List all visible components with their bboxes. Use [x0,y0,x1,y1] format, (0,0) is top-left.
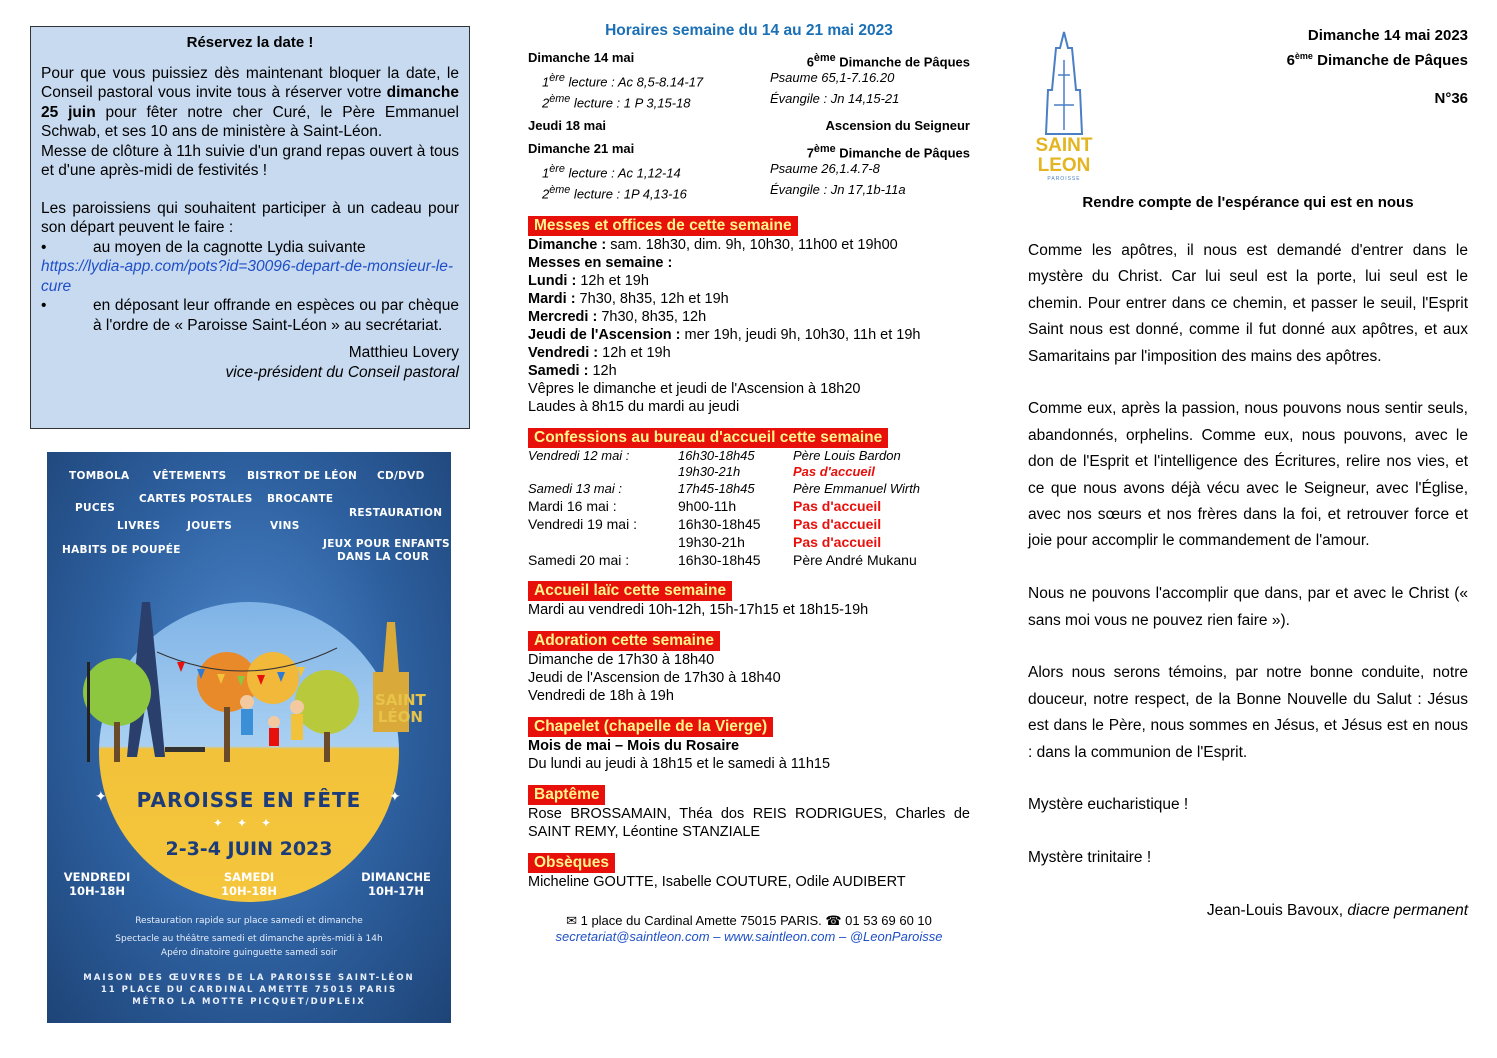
poster-day-saturday: SAMEDI 10H-18H [220,870,278,898]
edito-paragraph: Mystère trinitaire ! [1028,849,1152,867]
poster-word: BROCANTE [267,493,334,505]
edito-paragraph: Comme eux, après la passion, nous pouvons nous sentir seuls, abandonnés, orphelins. Comme eux, nous pouvons, avec le don de l'Esprit et l'intelligence des Écritures, relire nos vies, et ce que nous avons déjà vécu avec le Seigneur, avec l'Église, avec nos sœurs et nos frères dans la foi, et retrouver force et joie pour accomplir le commandement de l'amour. [1028,400,1468,550]
poster-word: VINS [270,520,300,532]
poster-info-2: Spectacle au théâtre samedi et dimanche après-midi à 14h [115,934,383,944]
edito-paragraph: Comme les apôtres, il nous est demandé d'entrer dans le mystère du Christ. Car lui seul est la porte, lui seul est le chemin. Pour entrer dans ce chemin, et passer le seuil, l'Esprit Saint nous est donné, comme il fut donné aux apôtres, et aux Samaritains par l'imposition des mains des apôtres. [1028,242,1468,365]
left-column [30,26,470,429]
notice-paragraph-2: Messe de clôture à 11h suivie d'un grand repas ouvert à tous et d'une après-midi de festivités ! [41,142,459,179]
poster-word: RESTAURATION [349,507,443,519]
poster-word: DANS LA COUR [337,551,430,563]
poster-day-friday: VENDREDI 10H-18H [63,870,131,898]
confession-day: Vendredi 19 mai : [528,516,637,533]
notice-paragraph-3: Les paroissiens qui souhaitent participer à un cadeau pour son départ peuvent le faire : [41,199,459,236]
readings-block: Dimanche 14 mai 6ème Dimanche de Pâques 1ère lecture : Ac 8,5-8.14-17 Psaume 65,1-7.16.20 2ème lecture : 1 P 3,15-18 Évangile : Jn 14,15-21 Jeudi 18 mai Ascension du Seigneur Dimanche 21 mai 7ème Dimanche de Pâques 1ère lecture : Ac 1,12-14 Psaume 26,1.4.7-8 2ème lecture : 1P 4,13-16 Évangile : Jn 17,1b-11a [528,50,970,201]
poster-illustration [47,582,451,782]
confession-time: 9h00-11h [678,498,737,515]
poster-info-1: Restauration rapide sur place samedi et dimanche [135,916,363,926]
issue-date: Dimanche 14 mai 2023 [1307,27,1468,44]
saint-leon-logo: SAINT LEON PAROISSE [1028,30,1100,180]
confession-who: Pas d'accueil [793,534,882,551]
confession-row [528,515,970,533]
confessions-table [528,448,970,570]
lamp-icon [87,662,90,762]
edito-paragraph: Alors nous serons témoins, par notre bonne conduite, notre douceur, notre respect, de la Bonne Nouvelle du Salut : Jésus est dans le Père, nous sommes en Jésus, et Jésus est en nous : dans la communion de l'Esprit. [1028,664,1468,761]
schedule-title: Horaires semaine du 14 au 21 mai 2023 [605,22,893,39]
notice-bullet-1: • au moyen de la cagnotte Lydia suivante [41,238,366,256]
poster-word: LIVRES [117,520,161,532]
confession-day: Samedi 20 mai : [528,552,630,569]
notice-paragraph-1: Pour que vous puissiez dès maintenant bloquer la date, le Conseil pastoral vous invite tous à réserver votre dimanche 25 juin pour fêter notre cher Curé, le Père Emmanuel Schwab, et ses 10 ans de ministère à Saint-Léon. [41,64,459,140]
poster-word: VÊTEMENTS [153,470,227,482]
confession-row [528,497,970,515]
notice-bullet-2: • en déposant leur offrande en espèces ou par chèque à l'ordre de « Paroisse Saint-Léon » au secrétariat. [41,297,459,334]
edito-title: Rendre compte de l'espérance qui est en nous [1082,194,1414,211]
confession-time: 16h30-18h45 [678,552,761,569]
confession-who: Pas d'accueil [793,464,875,480]
section-heading: Accueil laïc cette semaine [528,581,732,601]
section-heading: Chapelet (chapelle de la Vierge) [528,717,773,737]
website-link[interactable]: www.saintleon.com [724,929,836,945]
poster-word: PUCES [75,502,116,514]
tree-icon [247,652,299,704]
poster-word: HABITS DE POUPÉE [62,544,181,556]
issue-number: N°36 [1434,90,1468,107]
confession-time: 16h30-18h45 [678,447,755,463]
poster-dates: 2-3-4 JUIN 2023 [165,838,333,860]
confession-day: Mardi 16 mai : [528,498,617,515]
poster-word: TOMBOLA [69,470,130,482]
confession-time: 17h45-18h45 [678,480,755,496]
messes-section: Messes et offices de cette semaine Dimanche : sam. 18h30, dim. 9h, 10h30, 11h00 et 19h00 Messes en semaine : Lundi : 12h et 19h Mardi : 7h30, 8h35, 12h et 19h Mercredi : 7h30, 8h35, 12h Jeudi de l'Ascension : mer 19h, jeudi 9h, 10h30, 11h et 19h Vendredi : 12h et 19h Samedi : 12h Vêpres le dimanche et jeudi de l'Ascension à 18h20 Laudes à 8h15 du mardi au jeudi [528,216,921,415]
section-heading: Adoration cette semaine [528,631,720,651]
postal-address: ✉ 1 place du Cardinal Amette 75015 PARIS. ☎ 01 53 69 60 10 [566,913,932,929]
confession-row [528,481,970,498]
poster-stars: ✦✦✦ [212,816,286,830]
confession-who: Père André Mukanu [793,552,917,569]
accueil-section: Accueil laïc cette semaine Mardi au vendredi 10h-12h, 15h-17h15 et 18h15-19h [528,582,869,619]
poster-address: MAISON DES ŒUVRES DE LA PAROISSE SAINT-LÉON 11 PLACE DU CARDINAL AMETTE 75015 PARIS MÉTRO LA MOTTE PICQUET/DUPLEIX [83,973,415,1007]
confession-time: 19h30-21h [678,464,741,480]
confession-day [528,464,678,481]
reserve-date-notice [30,26,470,429]
poster-word: CD/DVD [377,470,425,482]
confession-row [528,448,970,465]
bench-icon [165,747,205,752]
bapteme-section: Baptême Rose BROSSAMAIN, Théa dos REIS RODRIGUES, Charles de SAINT REMY, Léontine STANZIALE [528,786,970,841]
edito-paragraph: Nous ne pouvons l'accomplir que dans, par et avec le Christ (« sans moi vous ne pouvez rien faire »). [1028,585,1468,629]
tree-icon [83,658,151,726]
person-icon [268,716,280,728]
person-icon [240,695,254,709]
section-heading: Baptême [528,785,605,805]
confession-row [528,533,970,551]
poster-word: JEUX POUR ENFANTS [323,538,450,550]
chapelet-section: Chapelet (chapelle de la Vierge) Mois de mai – Mois du Rosaire Du lundi au jeudi à 18h15 et le samedi à 11h15 [528,718,831,773]
confession-time: 19h30-21h [678,534,745,551]
notice-signature-name: Matthieu Lovery [348,344,459,361]
confession-who: Père Louis Bardon [793,447,901,463]
notice-title: Réservez la date ! [186,34,314,51]
poster-word: BISTROT DE LÉON [247,470,358,482]
right-column [1028,26,1468,920]
fete-poster [47,452,451,1023]
section-heading: Obsèques [528,853,615,873]
confession-day [528,533,678,551]
notice-signature-role: vice-président du Conseil pastoral [225,363,459,381]
section-heading: Messes et offices de cette semaine [528,216,798,236]
confession-who: Pas d'accueil [793,498,882,515]
edito-signature: Jean-Louis Bavoux, diacre permanent [1206,902,1468,920]
confession-time: 16h30-18h45 [678,516,761,533]
issue-feast: 6ème Dimanche de Pâques [1286,51,1468,69]
star-icon: ✦ [389,789,401,805]
poster-info-3: Apéro dinatoire guinguette samedi soir [160,948,338,958]
edito-paragraph: Mystère eucharistique ! [1028,796,1189,814]
poster-day-sunday: DIMANCHE 10H-17H [361,870,431,898]
contact-footer: ✉ 1 place du Cardinal Amette 75015 PARIS. ☎ 01 53 69 60 10 secretariat@saintleon.com – www.saintleon.com – @LeonParoisse [528,913,970,945]
confessions-section [528,428,970,570]
confession-row [528,464,970,481]
person-icon [290,700,304,714]
star-icon: ✦ [95,789,107,805]
poster-saint-leon-logo: SAINT LÉON [375,691,426,726]
confession-day: Vendredi 12 mai : [528,447,630,463]
adoration-section: Adoration cette semaine Dimanche de 17h30 à 18h40 Jeudi de l'Ascension de 17h30 à 18h40 Vendredi de 18h à 19h [528,632,781,705]
confession-who: Pas d'accueil [793,516,882,533]
confession-who: Père Emmanuel Wirth [793,480,921,496]
church-spire-icon [1028,30,1100,140]
poster-word: CARTES POSTALES [139,493,253,505]
obseques-section: Obsèques Micheline GOUTTE, Isabelle COUTURE, Odile AUDIBERT [528,854,906,891]
lydia-link[interactable]: https://lydia-app.com/pots?id=30096-depart-de-monsieur-le-cure [41,258,453,295]
email-link[interactable]: secretariat@saintleon.com [555,929,710,945]
poster-title: PAROISSE EN FÊTE [136,788,362,812]
middle-column [528,22,970,945]
twitter-link[interactable]: @LeonParoisse [849,929,943,945]
tree-icon [295,670,359,734]
confession-day: Samedi 13 mai : [528,480,622,496]
section-heading: Confessions au bureau d'accueil cette semaine [528,428,888,448]
edito-body [1028,238,1468,924]
confession-row [528,551,970,569]
poster-word: JOUETS [187,520,233,532]
